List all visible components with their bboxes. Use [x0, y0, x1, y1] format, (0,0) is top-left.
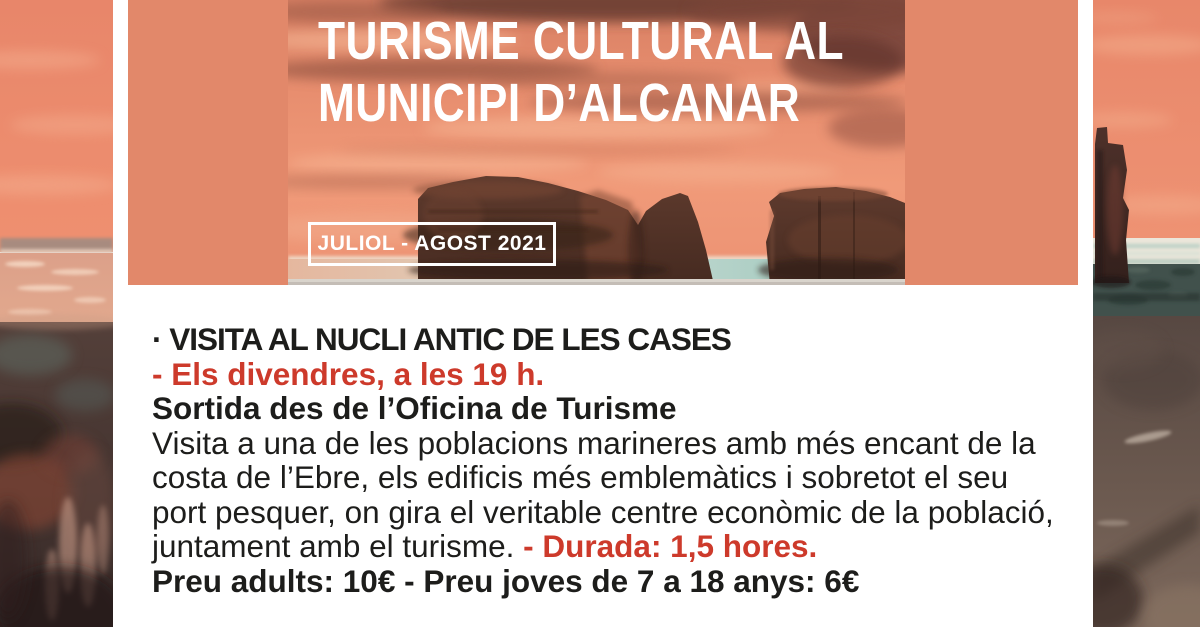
background-shore-photo-right [1093, 0, 1200, 627]
background-shore-photo-left [0, 0, 113, 627]
activity-details [152, 322, 1063, 598]
poster-title-line-2: MUNICIPI D’ALCANAR [318, 73, 801, 133]
activity-description-paragraph [152, 426, 1063, 564]
activity-schedule: - Els divendres, a les 19 h. [152, 355, 545, 392]
activity-description: Visita a una de les poblacions marineres amb més encant de la costa de l’Ebre, els edificis més emblemàtics i sobretot el seu port pesquer, on gira el veritable centre econòmic de la població, juntament amb el turisme. [152, 424, 1054, 564]
date-badge [308, 222, 556, 266]
header-photo [288, 0, 905, 285]
content-panel [113, 0, 1093, 627]
poster-title [318, 10, 844, 134]
date-badge-label: JULIOL - AGOST 2021 [317, 232, 547, 255]
activity-pricing: Preu adults: 10€ - Preu joves de 7 a 18 anys: 6€ [152, 562, 860, 599]
header-banner [128, 0, 1078, 285]
activity-duration: - Durada: 1,5 hores. [523, 528, 818, 564]
poster-title-line-1: TURISME CULTURAL AL [318, 11, 844, 71]
activity-meeting-point: Sortida des de l’Oficina de Turisme [152, 390, 677, 426]
activity-heading: · VISITA AL NUCLI ANTIC DE LES CASES [152, 321, 731, 357]
